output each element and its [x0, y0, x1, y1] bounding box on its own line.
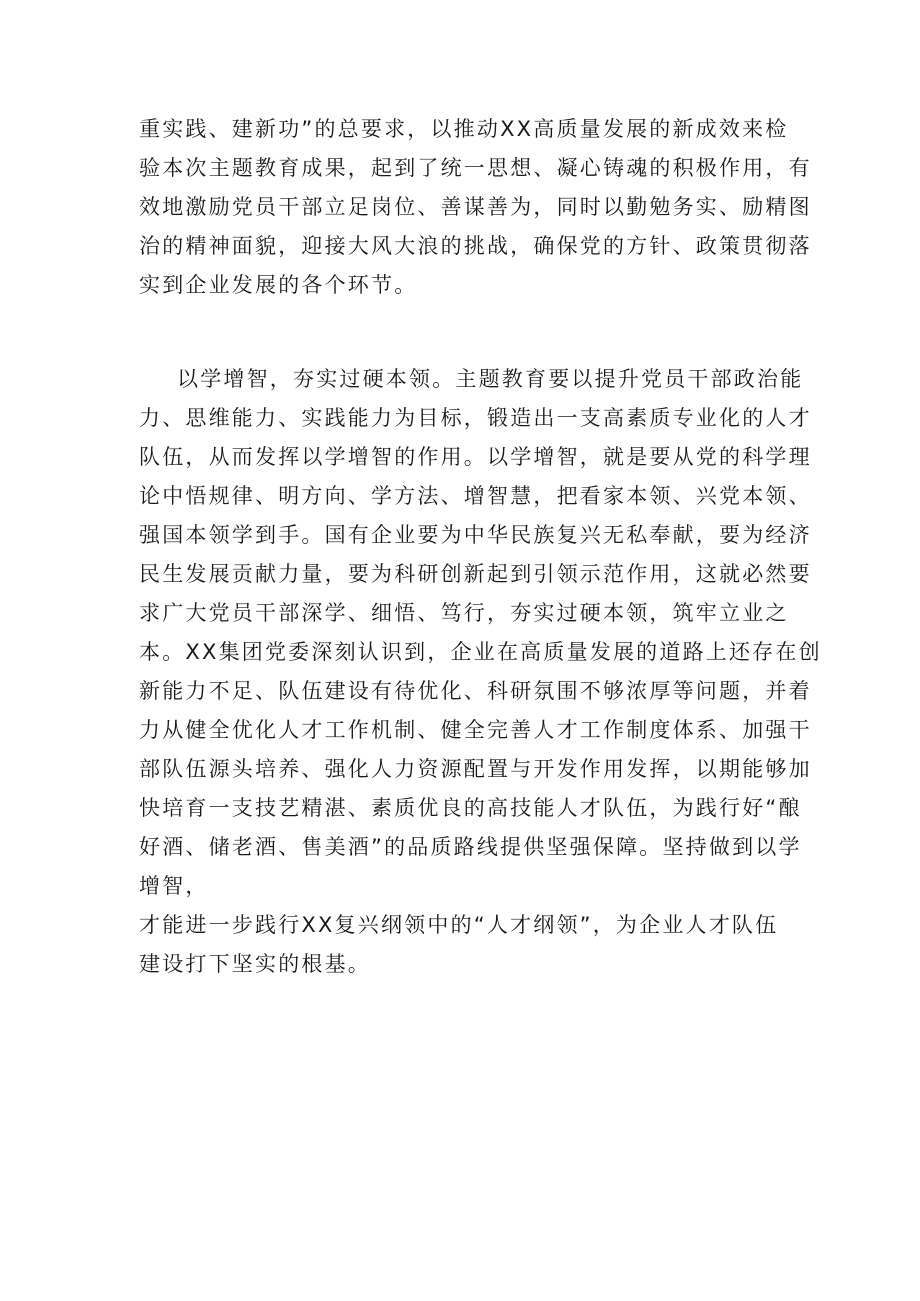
text-line: 好酒、储老酒、售美酒”的品质路线提供坚强保障。坚持做到以学	[139, 835, 802, 859]
text-line: 以学增智，夯实过硬本领。主题教育要以提升党员干部政治能	[177, 367, 804, 391]
text-line: 力、思维能力、实践能力为目标，锻造出一支高素质专业化的人才	[139, 406, 812, 430]
text-line: 论中悟规律、明方向、学方法、增智慧，把看家本领、兴党本领、	[139, 484, 812, 508]
text-line: 队伍，从而发挥以学增智的作用。以学增智，就是要从党的科学理	[139, 445, 812, 469]
text-line: 快培育一支技艺精湛、素质优良的高技能人才队伍，为践行好“酿	[139, 796, 802, 820]
text-line: 效地激励党员干部立足岗位、善谋善为，同时以勤勉务实、励精图	[139, 195, 812, 219]
text-line: 求广大党员干部深学、细悟、笃行，夯实过硬本领，筑牢立业之	[139, 601, 789, 625]
text-line: 才能进一步践行XX复兴纲领中的“人才纲领”，为企业人才队伍	[139, 913, 779, 937]
text-line: 部队伍源头培养、强化人力资源配置与开发作用发挥，以期能够加	[139, 757, 812, 781]
text-line: 本。XX集团党委深刻认识到，企业在高质量发展的道路上还存在创	[139, 640, 822, 664]
text-line: 强国本领学到手。国有企业要为中华民族复兴无私奉献，要为经济	[139, 523, 812, 547]
text-line: 新能力不足、队伍建设有待优化、科研氛围不够浓厚等问题，并着	[139, 679, 812, 703]
text-line: 重实践、建新功”的总要求，以推动XX高质量发展的新成效来检	[139, 117, 789, 141]
text-line: 民生发展贡献力量，要为科研创新起到引领示范作用，这就必然要	[139, 562, 812, 586]
text-line: 增智，	[139, 874, 209, 898]
text-line: 验本次主题教育成果，起到了统一思想、凝心铸魂的积极作用，有	[139, 156, 812, 180]
text-line: 治的精神面貌，迎接大风大浪的挑战，确保党的方针、政策贯彻落	[139, 234, 812, 258]
text-line: 实到企业发展的各个环节。	[139, 273, 418, 297]
text-line: 建设打下坚实的根基。	[139, 952, 371, 976]
text-line: 力从健全优化人才工作机制、健全完善人才工作制度体系、加强干	[139, 718, 812, 742]
